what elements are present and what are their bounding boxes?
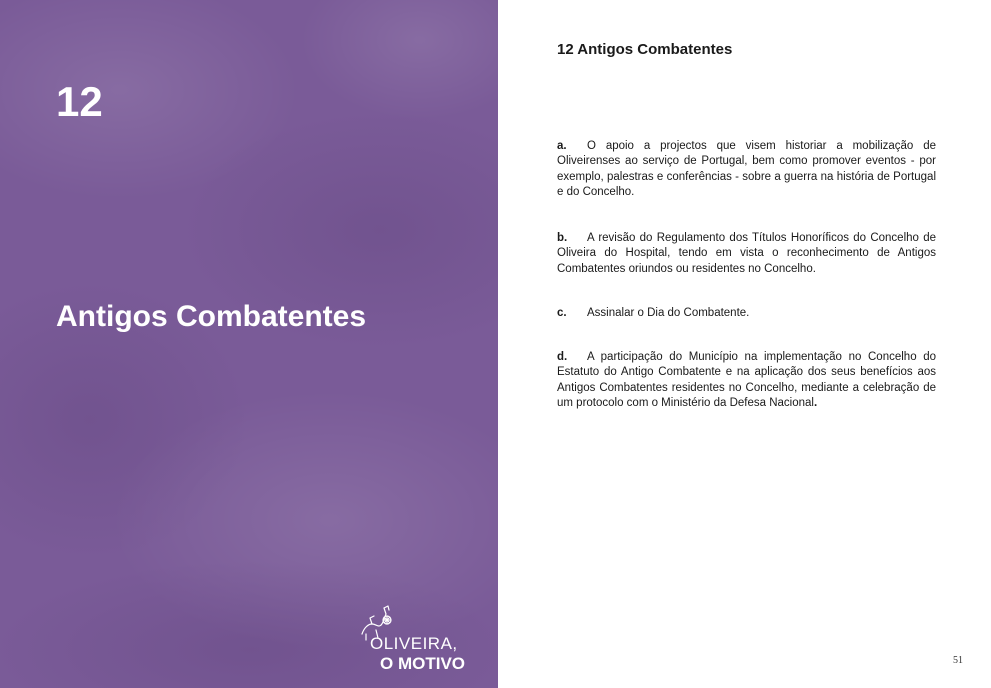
- list-item: [557, 139, 936, 201]
- list-item: [557, 306, 936, 321]
- page-number: 51: [953, 655, 963, 666]
- item-end-mark: .: [813, 397, 818, 410]
- item-text: Assinalar o Dia do Combatente.: [587, 307, 750, 319]
- item-text: A revisão do Regulamento dos Títulos Honoríficos do Concelho de Oliveira do Hospital, tendo em vista o reconhecimento de Antigos Combatentes oriundos ou residentes no Concelho.: [557, 232, 936, 275]
- logo-text-line2: O MOTIVO: [380, 654, 465, 673]
- chapter-title: Antigos Combatentes: [56, 300, 367, 333]
- oliveira-o-motivo-logo: [352, 604, 476, 676]
- item-marker: c.: [557, 307, 567, 319]
- list-item: [557, 231, 936, 277]
- chapter-number: 12: [56, 78, 103, 125]
- item-text: A participação do Município na implementação no Concelho do Estatuto do Antigo Combatente e na aplicação dos seus benefícios aos Antigos Combatentes residentes no Concelho, mediante a celebração de um protocolo com o Ministério da Defesa Nacional: [557, 351, 936, 410]
- item-marker: d.: [557, 351, 568, 363]
- item-text: O apoio a projectos que visem historiar a mobilização de Oliveirenses ao serviço de Portugal, bem como promover eventos - por exemplo, palestras e conferências - sobre a guerra na história de Portugal e do Concelho.: [557, 140, 936, 199]
- item-marker: b.: [557, 232, 568, 244]
- list-item: [557, 350, 936, 412]
- section-heading: 12 Antigos Combatentes: [557, 41, 733, 58]
- content-panel: [498, 0, 991, 688]
- item-marker: a.: [557, 140, 567, 152]
- logo-text-line1: OLIVEIRA,: [370, 634, 458, 653]
